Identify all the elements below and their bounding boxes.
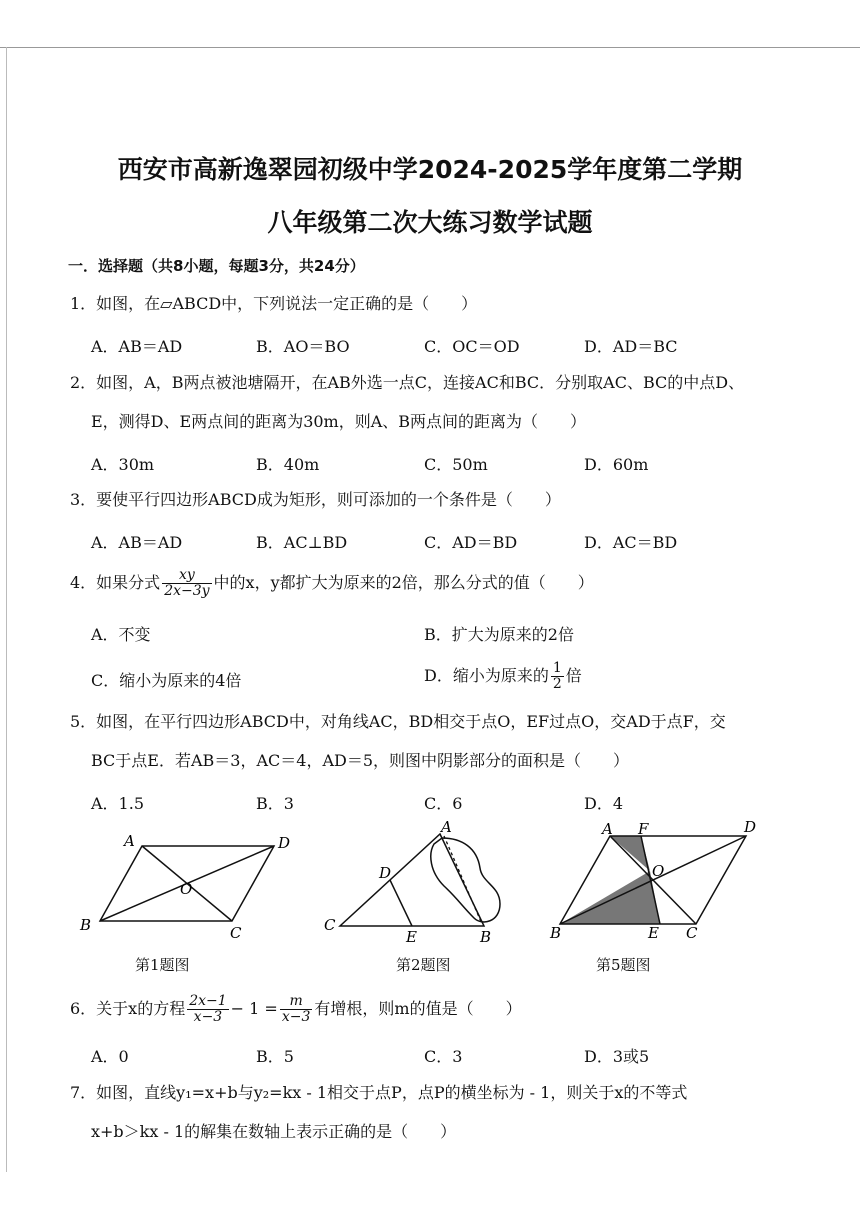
fig1-label-o: O [180, 880, 193, 898]
q4-fraction-numerator: xy [162, 568, 211, 584]
q4-stem [70, 565, 594, 601]
fig5-label-o: O [652, 862, 665, 880]
figure-1-caption: 第1题图 [135, 956, 190, 974]
fig1-label-c: C [230, 924, 242, 941]
q6-fraction-left-denominator: x−3 [193, 1009, 223, 1025]
q7-stem-line1: 7．如图，直线y₁=x+b与y₂=kx - 1相交于点P，点P的横坐标为 - 1，则关于x的不等式 [70, 1083, 688, 1102]
q6-fraction-left-numerator: 2x−1 [189, 993, 227, 1010]
q2-option-d: D．60m [584, 455, 649, 474]
q4-fraction-denominator: 2x−3y [164, 583, 210, 599]
q1-option-d: D．AD＝BC [584, 337, 678, 356]
q6-stem-suffix: 有增根，则m的值是（ ） [314, 999, 522, 1018]
fig2-label-e: E [406, 928, 417, 943]
fig5-label-d: D [744, 818, 757, 836]
q6-stem-prefix: 6．关于x的方程 [70, 999, 186, 1018]
exam-title-line2: 八年级第二次大练习数学试题 [267, 208, 593, 237]
figure-5-caption: 第5题图 [596, 956, 651, 974]
q6-fraction-right-numerator: m [280, 994, 313, 1010]
q4-stem-suffix: 中的x，y都扩大为原来的2倍，那么分式的值（ ） [213, 573, 594, 592]
fig5-label-e: E [648, 924, 659, 942]
fig1-label-b: B [80, 916, 92, 934]
q6-option-a: A．0 [91, 1047, 129, 1066]
fig5-label-f: F [638, 820, 649, 838]
exam-title-line1: 西安市高新逸翠园初级中学2024-2025学年度第二学期 [117, 155, 743, 184]
q4-option-d-denominator: 2 [552, 676, 562, 692]
q6-fraction-right-denominator: x−3 [281, 1009, 311, 1025]
figure-2-pond-triangle [322, 818, 512, 943]
q6-fraction-left [187, 994, 228, 1024]
q4-option-c: C．缩小为原来的4倍 [91, 671, 242, 690]
q3-option-a: A．AB＝AD [91, 533, 183, 552]
fig2-label-a: A [441, 818, 452, 836]
fig2-label-b: B [480, 928, 492, 943]
page-top-border [0, 47, 860, 48]
fig5-label-c: C [686, 924, 698, 942]
q2-stem-line1: 2．如图，A，B两点被池塘隔开，在AB外选一点C，连接AC和BC．分别取AC、BC的中点D、 [70, 373, 745, 392]
q6-fraction-right [280, 994, 313, 1024]
q1-stem: 1．如图，在▱ABCD中，下列说法一定正确的是（ ） [70, 294, 478, 313]
q1-option-c: C．OC＝OD [424, 337, 520, 356]
fig2-triangle-abc [340, 834, 484, 926]
q3-option-b: B．AC⊥BD [256, 533, 348, 552]
q4-option-d-fraction [551, 661, 564, 691]
fig2-label-c: C [324, 916, 336, 934]
q4-fraction [162, 568, 211, 598]
fig5-label-b: B [550, 924, 562, 942]
q4-option-d-prefix: D．缩小为原来的 [424, 666, 549, 685]
q2-option-b: B．40m [256, 455, 320, 474]
q5-option-d: D．4 [584, 794, 624, 813]
q7-stem-line2: x+b＞kx - 1的解集在数轴上表示正确的是（ ） [91, 1122, 457, 1141]
q5-stem-line2: BC于点E．若AB＝3，AC＝4，AD＝5，则图中阴影部分的面积是（ ） [91, 751, 630, 770]
q5-option-c: C．6 [424, 794, 463, 813]
q2-option-c: C．50m [424, 455, 488, 474]
fig1-label-a: A [124, 832, 135, 850]
q4-option-a: A．不变 [91, 625, 151, 644]
fig2-segment-de [390, 880, 412, 926]
q2-stem-line2: E，测得D、E两点间的距离为30m，则A、B两点间的距离为（ ） [91, 412, 587, 431]
section-heading: 一．选择题（共8小题，每题3分，共24分） [68, 257, 365, 275]
q3-stem: 3．要使平行四边形ABCD成为矩形，则可添加的一个条件是（ ） [70, 490, 561, 509]
q4-option-d-numerator: 1 [552, 660, 562, 677]
q5-stem-line1: 5．如图，在平行四边形ABCD中，对角线AC，BD相交于点O，EF过点O，交AD于点F，交 [70, 712, 726, 731]
q6-option-c: C．3 [424, 1047, 463, 1066]
q3-option-d: D．AC＝BD [584, 533, 678, 552]
figure-1-parallelogram [72, 826, 302, 941]
q4-option-b: B．扩大为原来的2倍 [424, 625, 574, 644]
q5-option-b: B．3 [256, 794, 294, 813]
q6-stem [70, 989, 522, 1029]
q4-option-d [424, 658, 582, 694]
fig5-label-a: A [602, 820, 613, 838]
q1-option-b: B．AO＝BO [256, 337, 350, 356]
q6-option-d: D．3或5 [584, 1047, 650, 1066]
q3-option-c: C．AD＝BD [424, 533, 518, 552]
q6-stem-middle: − 1 = [230, 999, 278, 1018]
q5-option-a: A．1.5 [91, 794, 145, 813]
fig2-label-d: D [379, 864, 392, 882]
q4-option-d-suffix: 倍 [565, 666, 582, 685]
figure-2-caption: 第2题图 [396, 956, 451, 974]
q2-option-a: A．30m [91, 455, 155, 474]
q6-option-b: B．5 [256, 1047, 294, 1066]
q1-option-a: A．AB＝AD [91, 337, 183, 356]
q4-stem-prefix: 4．如果分式 [70, 573, 161, 592]
fig2-pond [431, 838, 500, 922]
fig1-label-d: D [278, 834, 291, 852]
figure-5-shaded-parallelogram [548, 818, 768, 943]
